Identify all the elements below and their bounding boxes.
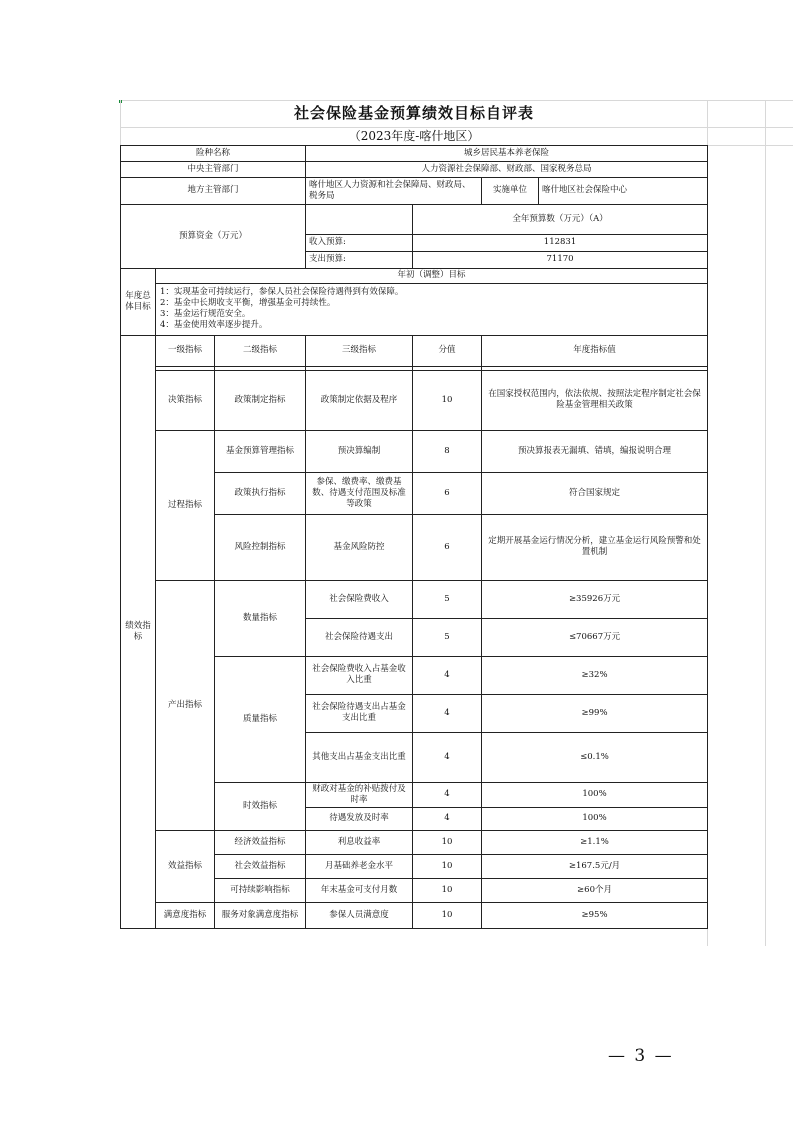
- target-cell: 定期开展基金运行情况分析，建立基金运行风险预警和处置机制: [482, 514, 708, 580]
- annual-goal-label: 年度总体目标: [121, 268, 156, 335]
- page-number: — 3 —: [608, 1046, 674, 1066]
- score-cell: 4: [413, 656, 482, 694]
- expense-budget-label: 支出预算:: [306, 251, 413, 268]
- score-cell: 10: [413, 370, 482, 430]
- budget-blank-cell: [306, 204, 413, 234]
- impl-unit-label: 实施单位: [482, 177, 539, 204]
- local-dept-label: 地方主管部门: [121, 177, 306, 204]
- score-cell: 10: [413, 878, 482, 902]
- score-cell: 10: [413, 854, 482, 878]
- target-cell: ≥32%: [482, 656, 708, 694]
- score-cell: 5: [413, 580, 482, 618]
- local-dept-value: 喀什地区人力资源和社会保障局、财政局、税务局: [306, 177, 482, 204]
- score-cell: 4: [413, 807, 482, 830]
- header-target: 年度指标值: [482, 335, 708, 366]
- target-cell: 符合国家规定: [482, 472, 708, 514]
- target-cell: ≤0.1%: [482, 732, 708, 782]
- target-cell: ≥167.5元/月: [482, 854, 708, 878]
- level2-cell: 风险控制指标: [215, 514, 306, 580]
- level2-cell: 数量指标: [215, 580, 306, 656]
- score-cell: 4: [413, 694, 482, 732]
- level2-cell: 基金预算管理指标: [215, 430, 306, 472]
- goal-item: 3：基金运行规范安全。: [160, 308, 251, 319]
- score-cell: 10: [413, 902, 482, 928]
- level3-cell: 参保人员满意度: [306, 902, 413, 928]
- level1-cell: 满意度指标: [156, 902, 215, 928]
- level2-cell: 质量指标: [215, 656, 306, 782]
- level3-cell: 基金风险防控: [306, 514, 413, 580]
- goal-item: 2：基金中长期收支平衡，增强基金可持续性。: [160, 297, 336, 308]
- level2-cell: 可持续影响指标: [215, 878, 306, 902]
- level2-cell: 政策执行指标: [215, 472, 306, 514]
- level1-cell: 过程指标: [156, 430, 215, 580]
- level3-cell: 社会保险费收入占基金收入比重: [306, 656, 413, 694]
- level3-cell: 预决算编制: [306, 430, 413, 472]
- table-row: [121, 830, 708, 854]
- self-evaluation-table: [120, 100, 708, 929]
- level2-cell: 经济效益指标: [215, 830, 306, 854]
- score-cell: 6: [413, 472, 482, 514]
- level3-cell: 年末基金可支付月数: [306, 878, 413, 902]
- level3-cell: 政策制定依据及程序: [306, 370, 413, 430]
- target-cell: 预决算报表无漏填、错填，编报说明合理: [482, 430, 708, 472]
- target-cell: 100%: [482, 782, 708, 807]
- level3-cell: 月基础养老金水平: [306, 854, 413, 878]
- level2-cell: 时效指标: [215, 782, 306, 830]
- income-budget-label: 收入预算:: [306, 234, 413, 251]
- target-cell: 在国家授权范围内，依法依规、按照法定程序制定社会保险基金管理相关政策: [482, 370, 708, 430]
- table-row: [121, 902, 708, 928]
- impl-unit-value: 喀什地区社会保险中心: [539, 177, 708, 204]
- table-title: 社会保险基金预算绩效目标自评表: [121, 100, 708, 127]
- level1-cell: 决策指标: [156, 370, 215, 430]
- gridline: [765, 100, 766, 946]
- level3-cell: 社会保险待遇支出: [306, 618, 413, 656]
- level3-cell: 财政对基金的补贴拨付及时率: [306, 782, 413, 807]
- expense-budget-value: 71170: [413, 251, 708, 268]
- score-cell: 4: [413, 732, 482, 782]
- income-budget-value: 112831: [413, 234, 708, 251]
- level3-cell: 待遇发放及时率: [306, 807, 413, 830]
- level3-cell: 社会保险费收入: [306, 580, 413, 618]
- score-cell: 6: [413, 514, 482, 580]
- annual-goals-list: [156, 283, 708, 335]
- insurance-type-value: 城乡居民基本养老保险: [306, 145, 708, 161]
- header-level1: 一级指标: [156, 335, 215, 366]
- target-cell: ≥35926万元: [482, 580, 708, 618]
- target-cell: ≥99%: [482, 694, 708, 732]
- header-level3: 三级指标: [306, 335, 413, 366]
- header-score: 分值: [413, 335, 482, 366]
- header-level2: 二级指标: [215, 335, 306, 366]
- target-cell: ≥60个月: [482, 878, 708, 902]
- goal-item: 1：实现基金可持续运行，参保人员社会保险待遇得到有效保障。: [160, 286, 404, 297]
- target-cell: ≤70667万元: [482, 618, 708, 656]
- level3-cell: 其他支出占基金支出比重: [306, 732, 413, 782]
- score-cell: 10: [413, 830, 482, 854]
- insurance-type-label: 险种名称: [121, 145, 306, 161]
- target-cell: ≥1.1%: [482, 830, 708, 854]
- goal-item: 4：基金使用效率逐步提升。: [160, 319, 268, 330]
- table-row: [121, 430, 708, 472]
- budget-col-header: 全年预算数（万元）（A）: [413, 204, 708, 234]
- score-cell: 8: [413, 430, 482, 472]
- level3-cell: 社会保险待遇支出占基金支出比重: [306, 694, 413, 732]
- table-subtitle: （2023年度-喀什地区）: [121, 127, 708, 145]
- target-cell: 100%: [482, 807, 708, 830]
- target-cell: ≥95%: [482, 902, 708, 928]
- budget-label: 预算资金（万元）: [121, 204, 306, 268]
- central-dept-label: 中央主管部门: [121, 161, 306, 177]
- central-dept-value: 人力资源社会保障部、财政部、国家税务总局: [306, 161, 708, 177]
- level2-cell: 服务对象满意度指标: [215, 902, 306, 928]
- table-row: [121, 370, 708, 430]
- level2-cell: 社会效益指标: [215, 854, 306, 878]
- level2-cell: 政策制定指标: [215, 370, 306, 430]
- goal-header: 年初（调整）目标: [156, 268, 708, 283]
- score-cell: 4: [413, 782, 482, 807]
- level3-cell: 利息收益率: [306, 830, 413, 854]
- level3-cell: 参保、缴费率、缴费基数、待遇支付范围及标准等政策: [306, 472, 413, 514]
- level1-cell: 产出指标: [156, 580, 215, 830]
- table-row: [121, 580, 708, 618]
- level1-cell: 效益指标: [156, 830, 215, 902]
- performance-indicators-label: 绩效指标: [121, 335, 156, 928]
- score-cell: 5: [413, 618, 482, 656]
